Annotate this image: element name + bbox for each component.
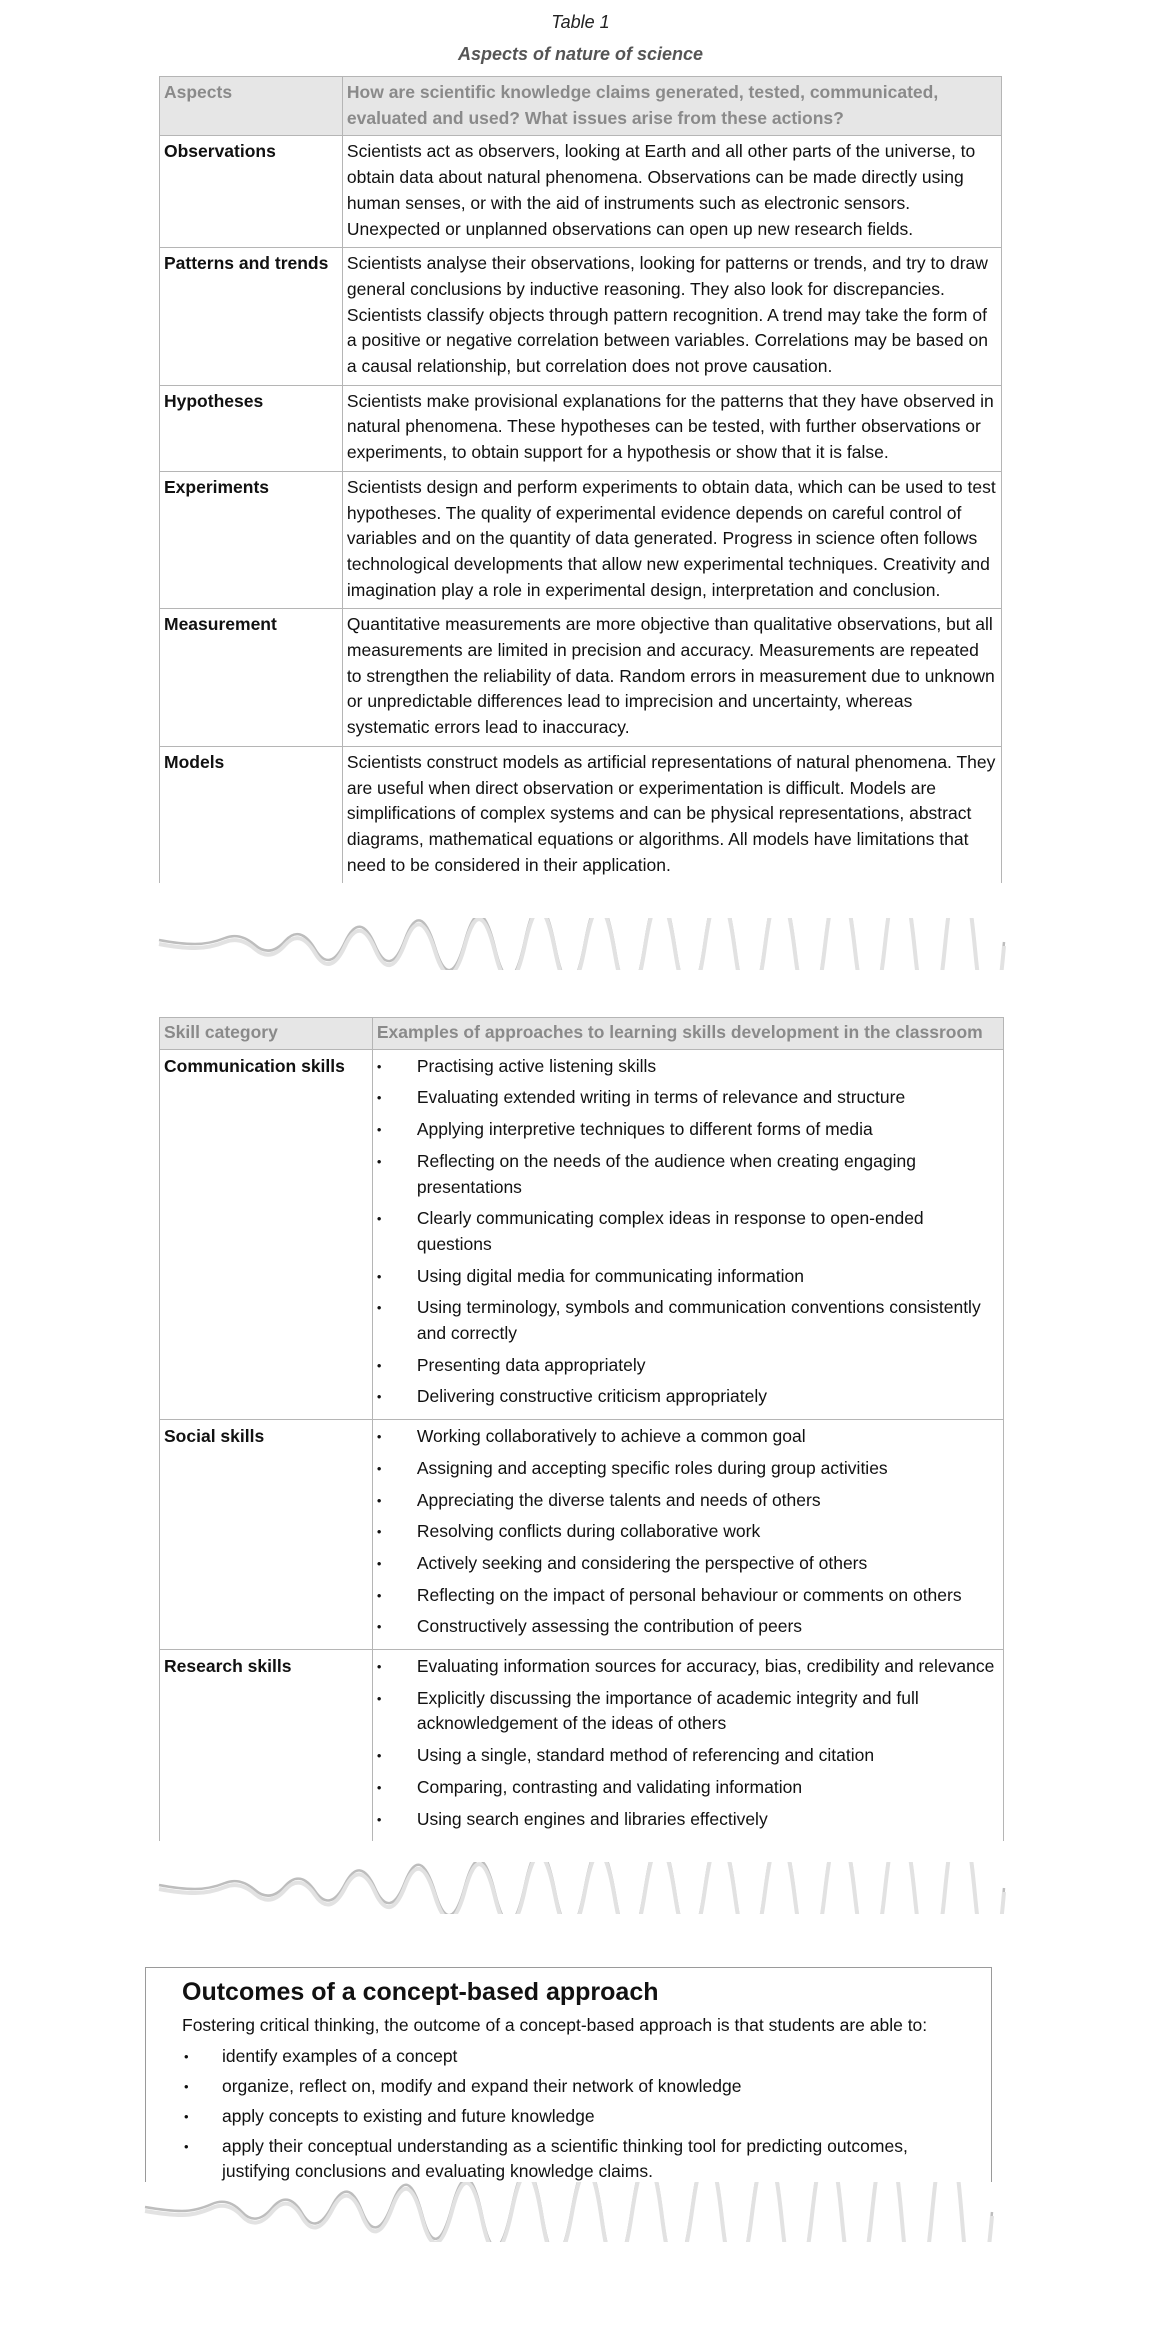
aspect-label: Hypotheses [160, 385, 343, 471]
table-row [160, 1049, 1004, 1419]
list-item: • Actively seeking and considering the perspective of others [377, 1551, 999, 1577]
aspect-label: Observations [160, 136, 343, 248]
table-row [160, 385, 1002, 471]
outcomes-box [145, 1967, 992, 2182]
table-row [160, 746, 1002, 883]
list-item: • Explicitly discussing the importance of academic integrity and full acknowledgement of the ideas of others [377, 1686, 999, 1737]
list-item: • Delivering constructive criticism appropriately [377, 1384, 999, 1410]
list-item: • organize, reflect on, modify and expand their network of knowledge [184, 2074, 977, 2099]
list-item: • Using terminology, symbols and communication conventions consistently and correctly [377, 1295, 999, 1346]
list-item: • Practising active listening skills [377, 1054, 999, 1080]
skill-examples [372, 1650, 1003, 1842]
aspect-description: Scientists make provisional explanations for the patterns that they have observed in natural phenomena. These hypotheses can be tested, with further observations or experiments, to obtain support for a hypothesis or show that it is false. [342, 385, 1001, 471]
aspect-label: Experiments [160, 471, 343, 609]
table-row [160, 1420, 1004, 1650]
list-item: • Using digital media for communicating information [377, 1264, 999, 1290]
list-item: • Using search engines and libraries effectively [377, 1807, 999, 1833]
list-item: • Presenting data appropriately [377, 1353, 999, 1379]
outcomes-intro: Fostering critical thinking, the outcome of a concept-based approach is that students are able to: [182, 2015, 928, 2035]
aspect-label: Patterns and trends [160, 248, 343, 386]
outcomes-list [146, 2044, 977, 2184]
aspect-description: Scientists design and perform experiments to obtain data, which can be used to test hypotheses. The quality of experimental evidence depends on careful control of variables and on the quantity of data generated. Progress in science often follows technological developments that allow new experimental techniques. Creativity and imagination play a role in experimental design, interpretation and conclusion. [342, 471, 1001, 609]
list-item: • identify examples of a concept [184, 2044, 977, 2069]
list-item: • Comparing, contrasting and validating information [377, 1775, 999, 1801]
list-item: • Applying interpretive techniques to different forms of media [377, 1117, 999, 1143]
list-item: • apply concepts to existing and future knowledge [184, 2104, 977, 2129]
column-header-aspects: Aspects [160, 77, 343, 136]
list-item: • Working collaboratively to achieve a common goal [377, 1424, 999, 1450]
list-item: • Reflecting on the impact of personal behaviour or comments on others [377, 1583, 999, 1609]
table-row [160, 1650, 1004, 1842]
list-item: • apply their conceptual understanding as a scientific thinking tool for predicting outcomes, justifying conclusions and evaluating knowledge claims. [184, 2134, 977, 2184]
skills-table [159, 1017, 1004, 1841]
torn-edge-divider [0, 2182, 1161, 2242]
list-item: • Evaluating extended writing in terms of relevance and structure [377, 1085, 999, 1111]
list-item: • Assigning and accepting specific roles during group activities [377, 1456, 999, 1482]
torn-edge-divider [0, 918, 1161, 970]
list-item: • Using a single, standard method of referencing and citation [377, 1743, 999, 1769]
aspect-label: Measurement [160, 609, 343, 747]
aspect-label: Models [160, 746, 343, 883]
table-header-row [160, 1018, 1004, 1050]
table-header-row [160, 77, 1002, 136]
table-row [160, 248, 1002, 386]
aspect-description: Scientists construct models as artificial representations of natural phenomena. They are useful when direct observation or experimentation is difficult. Models are simplifications of complex systems and can be physical representations, abstract diagrams, mathematical equations or algorithms. All models have limitations that need to be considered in their application. [342, 746, 1001, 883]
column-header-question: How are scientific knowledge claims generated, tested, communicated, evaluated and used? What issues arise from these actions? [342, 77, 1001, 136]
list-item: • Reflecting on the needs of the audience when creating engaging presentations [377, 1149, 999, 1200]
column-header-skill-category: Skill category [160, 1018, 373, 1050]
skill-examples [372, 1049, 1003, 1419]
aspect-description: Quantitative measurements are more objective than qualitative observations, but all measurements are limited in precision and accuracy. Measurements are repeated to strengthen the reliability of data. Random errors in measurement due to unknown or unpredictable differences lead to imprecision and uncertainty, whereas systematic errors lead to inaccuracy. [342, 609, 1001, 747]
table1-caption-title: Aspects of nature of science [457, 44, 704, 64]
column-header-examples: Examples of approaches to learning skills development in the classroom [372, 1018, 1003, 1050]
table1-caption-number: Table 1 [551, 12, 610, 32]
table-row [160, 136, 1002, 248]
nature-of-science-table [159, 76, 1002, 883]
aspect-description: Scientists act as observers, looking at Earth and all other parts of the universe, to obtain data about natural phenomena. Observations can be made directly using human senses, or with the aid of instruments such as electronic sensors. Unexpected or unplanned observations can open up new research fields. [342, 136, 1001, 248]
table-row [160, 471, 1002, 609]
torn-edge-divider [0, 1862, 1161, 1914]
skill-category-label: Communication skills [160, 1049, 373, 1419]
skill-category-label: Research skills [160, 1650, 373, 1842]
list-item: • Evaluating information sources for accuracy, bias, credibility and relevance [377, 1654, 999, 1680]
outcomes-title: Outcomes of a concept-based approach [182, 1978, 659, 2006]
list-item: • Resolving conflicts during collaborative work [377, 1519, 999, 1545]
list-item: • Constructively assessing the contribution of peers [377, 1614, 999, 1640]
skill-category-label: Social skills [160, 1420, 373, 1650]
aspect-description: Scientists analyse their observations, looking for patterns or trends, and try to draw general conclusions by inductive reasoning. They also look for discrepancies. Scientists classify objects through pattern recognition. A trend may take the form of a positive or negative correlation between variables. Correlations may be based on a causal relationship, but correlation does not prove causation. [342, 248, 1001, 386]
skill-examples [372, 1420, 1003, 1650]
list-item: • Appreciating the diverse talents and needs of others [377, 1488, 999, 1514]
list-item: • Clearly communicating complex ideas in response to open-ended questions [377, 1206, 999, 1257]
table-row [160, 609, 1002, 747]
